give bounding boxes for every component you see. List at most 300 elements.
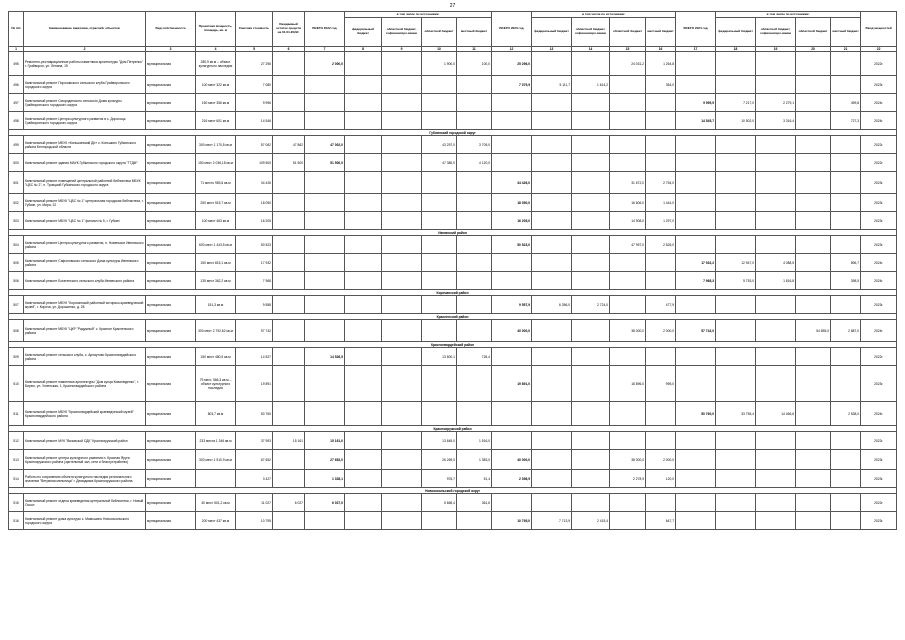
table-cell: 250 мест 515,7 кв.м bbox=[196, 194, 236, 212]
table-cell bbox=[610, 296, 646, 314]
table-cell bbox=[572, 432, 610, 450]
table-cell: 40 000,0 bbox=[492, 320, 532, 342]
table-cell: 600 мест 1 443,5 кв.м bbox=[196, 236, 236, 254]
table-cell: 19 891,0 bbox=[492, 366, 532, 402]
table-cell bbox=[492, 272, 532, 290]
table-cell: 200 мест 437 кв.м bbox=[196, 512, 236, 530]
table-cell: 2023г. bbox=[861, 236, 897, 254]
table-cell bbox=[345, 154, 382, 172]
table-cell bbox=[382, 450, 422, 470]
header-total-2022: ВСЕГО 2022 год bbox=[305, 12, 345, 47]
table-cell bbox=[610, 348, 646, 366]
table-cell: муниципальная bbox=[146, 154, 196, 172]
table-cell: муниципальная bbox=[146, 76, 196, 94]
table-cell: 43 297,0 bbox=[422, 136, 457, 154]
table-cell bbox=[572, 272, 610, 290]
table-cell: Капитальный ремонт дома культуры с. Мамошино Новооскольского городского округа bbox=[24, 512, 146, 530]
table-cell bbox=[572, 94, 610, 112]
table-cell: 513 bbox=[9, 450, 24, 470]
header-owner: Вид собственности bbox=[146, 12, 196, 47]
table-cell bbox=[572, 348, 610, 366]
table-cell bbox=[492, 94, 532, 112]
table-cell bbox=[610, 136, 646, 154]
table-cell bbox=[532, 494, 572, 512]
table-cell bbox=[676, 236, 716, 254]
table-cell: 2024г. bbox=[861, 112, 897, 130]
table-cell: 51,4 bbox=[457, 470, 492, 488]
table-cell: 18 896,0 bbox=[610, 366, 646, 402]
table-cell bbox=[756, 76, 796, 94]
table-cell: 9 557,9 bbox=[492, 296, 532, 314]
table-cell bbox=[382, 402, 422, 426]
table-cell: 7 713,9 bbox=[532, 512, 572, 530]
table-cell: 2 526,0 bbox=[646, 236, 676, 254]
table-cell: 1 516,0 bbox=[457, 432, 492, 450]
table-row bbox=[9, 136, 897, 154]
column-number: 10 bbox=[422, 47, 457, 52]
table-cell bbox=[422, 76, 457, 94]
table-cell: 16 205,0 bbox=[492, 212, 532, 230]
table-cell bbox=[676, 470, 716, 488]
table-cell bbox=[345, 470, 382, 488]
table-cell: Капитальный ремонт МБУК "ЦБС № 1" филиал № 5, г. Губкин bbox=[24, 212, 146, 230]
table-cell bbox=[572, 154, 610, 172]
table-row bbox=[9, 296, 897, 314]
table-cell bbox=[676, 494, 716, 512]
table-cell bbox=[422, 172, 457, 194]
table-cell: 516 bbox=[9, 512, 24, 530]
table-cell bbox=[796, 212, 831, 230]
table-cell: 150 мест 815,1 кв.м bbox=[196, 254, 236, 272]
table-cell: 2024г. bbox=[861, 254, 897, 272]
table-cell bbox=[532, 450, 572, 470]
table-cell bbox=[382, 348, 422, 366]
table-cell: 100 мест 463 кв.м bbox=[196, 212, 236, 230]
table-cell: 506 bbox=[9, 272, 24, 290]
section-title: Красненский район bbox=[9, 314, 897, 320]
table-cell: 15 161,0 bbox=[305, 432, 345, 450]
column-number: 15 bbox=[610, 47, 646, 52]
table-cell: 10 795,0 bbox=[492, 512, 532, 530]
table-cell bbox=[273, 402, 305, 426]
table-cell bbox=[716, 136, 756, 154]
table-row bbox=[9, 94, 897, 112]
table-cell bbox=[345, 272, 382, 290]
table-cell: 34 426,0 bbox=[492, 172, 532, 194]
table-cell bbox=[831, 512, 861, 530]
table-cell: 54 855,0 bbox=[796, 320, 831, 342]
table-cell bbox=[305, 236, 345, 254]
table-cell: 2 754,0 bbox=[646, 172, 676, 194]
table-cell: 40 000,0 bbox=[492, 450, 532, 470]
table-cell: 27 652,0 bbox=[305, 450, 345, 470]
table-cell: 3 316,4 bbox=[756, 112, 796, 130]
table-cell bbox=[796, 366, 831, 402]
table-cell: 2022г. bbox=[861, 136, 897, 154]
table-row bbox=[9, 494, 897, 512]
column-number: 12 bbox=[492, 47, 532, 52]
table-cell: Капитальный ремонт Центра культурного развития, п. Новенькое Ивнянского района bbox=[24, 236, 146, 254]
table-cell: 1 264,8 bbox=[646, 52, 676, 76]
table-cell: 31 672,0 bbox=[610, 172, 646, 194]
table-cell: 1 297,0 bbox=[646, 212, 676, 230]
column-number: 14 bbox=[572, 47, 610, 52]
table-cell bbox=[492, 254, 532, 272]
table-cell: 14 908,0 bbox=[610, 212, 646, 230]
table-cell bbox=[646, 272, 676, 290]
budget-table bbox=[8, 11, 897, 530]
table-cell: 14 526,5 bbox=[305, 348, 345, 366]
table-cell bbox=[345, 212, 382, 230]
table-cell bbox=[532, 194, 572, 212]
table-cell: 47 380,0 bbox=[422, 154, 457, 172]
table-cell bbox=[756, 172, 796, 194]
table-cell: муниципальная bbox=[146, 236, 196, 254]
table-cell bbox=[796, 112, 831, 130]
table-cell bbox=[382, 172, 422, 194]
table-cell: 2023г. bbox=[861, 194, 897, 212]
table-cell: Капитальный ремонт здания МАУК Губкинского городского округа "ГТДМ" bbox=[24, 154, 146, 172]
header-total-2023: ВСЕГО 2023 год bbox=[492, 12, 532, 47]
table-cell: Капитальный ремонт Смородинского сельского Дома культуры Грайворонского городского округа bbox=[24, 94, 146, 112]
table-cell bbox=[646, 94, 676, 112]
table-cell bbox=[273, 172, 305, 194]
header-regional: областной бюджет bbox=[796, 18, 831, 47]
table-cell bbox=[756, 194, 796, 212]
table-cell: 7 968,3 bbox=[676, 272, 716, 290]
table-cell: 5 753,0 bbox=[716, 272, 756, 290]
table-cell: 6 027,0 bbox=[305, 494, 345, 512]
table-cell: 19 891 bbox=[236, 366, 273, 402]
table-cell bbox=[646, 136, 676, 154]
table-cell bbox=[273, 272, 305, 290]
table-cell bbox=[756, 236, 796, 254]
table-cell bbox=[716, 236, 756, 254]
table-cell: 7 968 bbox=[236, 272, 273, 290]
table-cell: муниципальная bbox=[146, 272, 196, 290]
table-cell: 57 062 bbox=[236, 136, 273, 154]
table-cell: 6 356,0 bbox=[532, 296, 572, 314]
table-cell: 2022г. bbox=[861, 432, 897, 450]
header-local: местный бюджет bbox=[646, 18, 676, 47]
table-cell bbox=[610, 254, 646, 272]
header-federal: федеральный бюджет bbox=[716, 18, 756, 47]
table-cell bbox=[716, 512, 756, 530]
table-cell bbox=[457, 94, 492, 112]
table-cell: 2 000,0 bbox=[646, 320, 676, 342]
table-cell: 1 028,1 bbox=[305, 470, 345, 488]
table-cell bbox=[345, 194, 382, 212]
table-cell: 100,0 bbox=[457, 52, 492, 76]
table-cell bbox=[382, 112, 422, 130]
table-cell: 4 088,5 bbox=[756, 254, 796, 272]
table-cell bbox=[273, 94, 305, 112]
table-cell bbox=[610, 112, 646, 130]
table-cell: 7 079,9 bbox=[492, 76, 532, 94]
column-number: 3 bbox=[146, 47, 196, 52]
table-cell bbox=[422, 94, 457, 112]
table-cell bbox=[382, 272, 422, 290]
table-cell: Капитальный ремонт МБУК "Красногвардейский краеведческий музей" Красногвардейского района bbox=[24, 402, 146, 426]
table-cell bbox=[676, 348, 716, 366]
header-sources-2022: в том числе по источникам: bbox=[345, 12, 492, 18]
table-row bbox=[9, 52, 897, 76]
table-cell: 233 места 1 346 кв.м bbox=[196, 432, 236, 450]
table-cell bbox=[382, 470, 422, 488]
table-cell: 5 111,7 bbox=[532, 76, 572, 94]
table-cell: 9 996 bbox=[236, 94, 273, 112]
table-cell bbox=[492, 136, 532, 154]
column-number: 20 bbox=[796, 47, 831, 52]
table-cell bbox=[532, 402, 572, 426]
table-cell bbox=[796, 450, 831, 470]
table-cell bbox=[676, 512, 716, 530]
table-cell: Капитальный ремонт Центра культурного развития в с. Дорогощь Грайворонского городского округа bbox=[24, 112, 146, 130]
table-cell: 300 мест 1 170,5 кв.м bbox=[196, 136, 236, 154]
table-cell bbox=[676, 450, 716, 470]
table-cell bbox=[831, 432, 861, 450]
table-cell: 40 мест 501,2 кв.м bbox=[196, 494, 236, 512]
section-title: Новооскольский городской округ bbox=[9, 488, 897, 494]
table-cell: Ремонтно-реставрационные работы памятника архитектуры "Дом Петренко" г. Грайворон, ул. Ленина, 19 bbox=[24, 52, 146, 76]
table-cell: муниципальная bbox=[146, 136, 196, 154]
table-cell bbox=[572, 254, 610, 272]
table-cell: 3 705,0 bbox=[457, 136, 492, 154]
table-row bbox=[9, 450, 897, 470]
table-cell bbox=[305, 212, 345, 230]
table-cell bbox=[492, 112, 532, 130]
table-cell bbox=[756, 470, 796, 488]
table-cell bbox=[382, 154, 422, 172]
table-cell: 3 427 bbox=[236, 470, 273, 488]
table-cell: 2023г. bbox=[861, 450, 897, 470]
table-cell bbox=[610, 494, 646, 512]
table-cell bbox=[305, 402, 345, 426]
header-regional: областной бюджет bbox=[610, 18, 646, 47]
table-cell: 2023г. bbox=[861, 512, 897, 530]
table-cell bbox=[345, 450, 382, 470]
table-cell: 14 466,6 bbox=[756, 402, 796, 426]
header-regional: областной бюджет bbox=[422, 18, 457, 47]
table-cell bbox=[273, 470, 305, 488]
table-cell: 361,6 bbox=[457, 494, 492, 512]
column-number: 5 bbox=[236, 47, 273, 52]
table-cell: 500 bbox=[9, 154, 24, 172]
header-regional-cof: областной бюджет, софинансиро-вание bbox=[572, 18, 610, 47]
table-cell: 2023г. bbox=[861, 212, 897, 230]
table-cell bbox=[345, 76, 382, 94]
table-cell bbox=[532, 432, 572, 450]
table-cell bbox=[756, 212, 796, 230]
table-cell bbox=[457, 172, 492, 194]
column-number: 8 bbox=[345, 47, 382, 52]
section-title: Губкинский городской округ bbox=[9, 130, 897, 136]
table-cell bbox=[345, 172, 382, 194]
table-cell bbox=[831, 172, 861, 194]
table-cell: 499,8 bbox=[831, 94, 861, 112]
table-cell bbox=[756, 512, 796, 530]
table-cell: 498 bbox=[9, 112, 24, 130]
table-cell: 497 bbox=[9, 94, 24, 112]
table-row bbox=[9, 432, 897, 450]
table-cell: 508 bbox=[9, 320, 24, 342]
section-title: Краснояружский район bbox=[9, 426, 897, 432]
table-cell: Капитальный ремонт помещений центральной районной библиотеки МБУК "ЦБС № 2", п. Троицкий Губкинского городского округа bbox=[24, 172, 146, 194]
table-cell: Капитальный ремонт Сафоновского сельского Дома культуры Ивнянского района bbox=[24, 254, 146, 272]
table-cell bbox=[831, 212, 861, 230]
table-cell bbox=[273, 112, 305, 130]
table-cell: 503 bbox=[9, 212, 24, 230]
table-cell bbox=[831, 494, 861, 512]
table-cell bbox=[305, 76, 345, 94]
table-cell: 135 мест 362,2 кв.м bbox=[196, 272, 236, 290]
table-row bbox=[9, 154, 897, 172]
table-cell bbox=[796, 470, 831, 488]
table-cell: муниципальная bbox=[146, 296, 196, 314]
table-cell bbox=[305, 172, 345, 194]
table-cell: 300 мест 1 910,9 кв.м bbox=[196, 450, 236, 470]
table-cell bbox=[273, 236, 305, 254]
table-cell bbox=[532, 94, 572, 112]
table-cell: 2022г. bbox=[861, 348, 897, 366]
header-total-2024: ВСЕГО 2024 год bbox=[676, 12, 716, 47]
table-cell: 502 bbox=[9, 194, 24, 212]
header-regional-cof: областной бюджет, софинансиро-вание bbox=[382, 18, 422, 47]
table-cell bbox=[382, 320, 422, 342]
table-cell bbox=[756, 432, 796, 450]
table-cell bbox=[572, 112, 610, 130]
table-cell bbox=[646, 432, 676, 450]
column-number: 7 bbox=[305, 47, 345, 52]
table-cell bbox=[273, 52, 305, 76]
table-cell bbox=[610, 272, 646, 290]
table-cell bbox=[532, 470, 572, 488]
table-cell bbox=[831, 450, 861, 470]
table-cell: 2 000,0 bbox=[305, 52, 345, 76]
table-cell: 13 800,1 bbox=[422, 348, 457, 366]
table-cell bbox=[676, 154, 716, 172]
table-cell: 9 995,9 bbox=[676, 94, 716, 112]
table-cell bbox=[572, 194, 610, 212]
table-cell bbox=[572, 366, 610, 402]
table-cell bbox=[831, 194, 861, 212]
table-cell bbox=[831, 52, 861, 76]
table-cell bbox=[273, 212, 305, 230]
header-sources-2023: в том числе по источникам: bbox=[532, 12, 676, 18]
table-cell bbox=[796, 512, 831, 530]
table-cell: 16 205 bbox=[236, 212, 273, 230]
table-cell: 2 724,0 bbox=[572, 296, 610, 314]
table-cell: 10 795 bbox=[236, 512, 273, 530]
table-cell: 50 523,0 bbox=[492, 236, 532, 254]
table-cell bbox=[572, 172, 610, 194]
table-cell bbox=[382, 254, 422, 272]
table-cell: муниципальная bbox=[146, 348, 196, 366]
table-cell bbox=[610, 94, 646, 112]
header-local: местный бюджет bbox=[457, 18, 492, 47]
table-cell: 647,7 bbox=[646, 512, 676, 530]
table-cell bbox=[676, 212, 716, 230]
table-cell: 505 bbox=[9, 254, 24, 272]
table-cell bbox=[345, 432, 382, 450]
table-cell bbox=[572, 470, 610, 488]
table-cell bbox=[796, 296, 831, 314]
column-number: 6 bbox=[273, 47, 305, 52]
table-cell: 2022г. bbox=[861, 52, 897, 76]
table-cell bbox=[492, 154, 532, 172]
table-cell: муниципальная bbox=[146, 470, 196, 488]
table-cell: 1 444,0 bbox=[646, 194, 676, 212]
table-row bbox=[9, 272, 897, 290]
table-cell bbox=[572, 52, 610, 76]
column-number: 22 bbox=[861, 47, 897, 52]
table-cell bbox=[572, 402, 610, 426]
table-cell: 2 887,0 bbox=[831, 320, 861, 342]
table-cell bbox=[756, 52, 796, 76]
table-cell: 11 027 bbox=[236, 494, 273, 512]
table-cell bbox=[345, 52, 382, 76]
section-title: Красногвардейский район bbox=[9, 342, 897, 348]
table-cell bbox=[305, 512, 345, 530]
table-cell bbox=[273, 254, 305, 272]
table-cell: 15 161 bbox=[273, 432, 305, 450]
table-cell: 803,7 кв.м bbox=[196, 402, 236, 426]
table-cell: муниципальная bbox=[146, 52, 196, 76]
table-cell: 976,7 bbox=[422, 470, 457, 488]
table-cell bbox=[345, 320, 382, 342]
table-row bbox=[9, 194, 897, 212]
table-cell: 2024г. bbox=[861, 272, 897, 290]
table-cell bbox=[676, 296, 716, 314]
table-cell: 2022г. bbox=[861, 494, 897, 512]
table-cell: 2 000,0 bbox=[646, 450, 676, 470]
section-title: Корочанский район bbox=[9, 290, 897, 296]
table-cell bbox=[422, 212, 457, 230]
table-cell bbox=[756, 320, 796, 342]
table-cell: 510 bbox=[9, 366, 24, 402]
table-cell: 4 120,0 bbox=[457, 154, 492, 172]
table-cell: 17 932,2 bbox=[676, 254, 716, 272]
table-cell bbox=[796, 272, 831, 290]
table-cell bbox=[382, 432, 422, 450]
table-cell: 14 545,7 bbox=[676, 112, 716, 130]
table-cell bbox=[716, 76, 756, 94]
table-cell: 97 742 bbox=[236, 320, 273, 342]
table-cell bbox=[716, 366, 756, 402]
table-cell: 2 538,0 bbox=[831, 402, 861, 426]
table-cell: Капитальный ремонт МБУК "ЦБС № 1" центральная городская библиотека, г. Губкин, ул. Мира, 22 bbox=[24, 194, 146, 212]
table-cell bbox=[382, 366, 422, 402]
table-cell bbox=[422, 236, 457, 254]
table-cell: 504 bbox=[9, 236, 24, 254]
table-cell bbox=[756, 296, 796, 314]
table-cell: 50 760 bbox=[236, 402, 273, 426]
table-cell: 495 bbox=[9, 52, 24, 76]
table-cell bbox=[422, 254, 457, 272]
header-cost: Сметная стоимость bbox=[236, 12, 273, 47]
table-cell: 37 993 bbox=[236, 432, 273, 450]
table-cell: 2024г. bbox=[861, 402, 897, 426]
table-cell bbox=[305, 272, 345, 290]
table-row bbox=[9, 212, 897, 230]
table-cell bbox=[831, 76, 861, 94]
table-cell bbox=[831, 366, 861, 402]
table-cell bbox=[345, 494, 382, 512]
table-cell bbox=[532, 52, 572, 76]
table-cell: 514 bbox=[9, 470, 24, 488]
table-cell bbox=[422, 296, 457, 314]
table-cell: муниципальная bbox=[146, 212, 196, 230]
